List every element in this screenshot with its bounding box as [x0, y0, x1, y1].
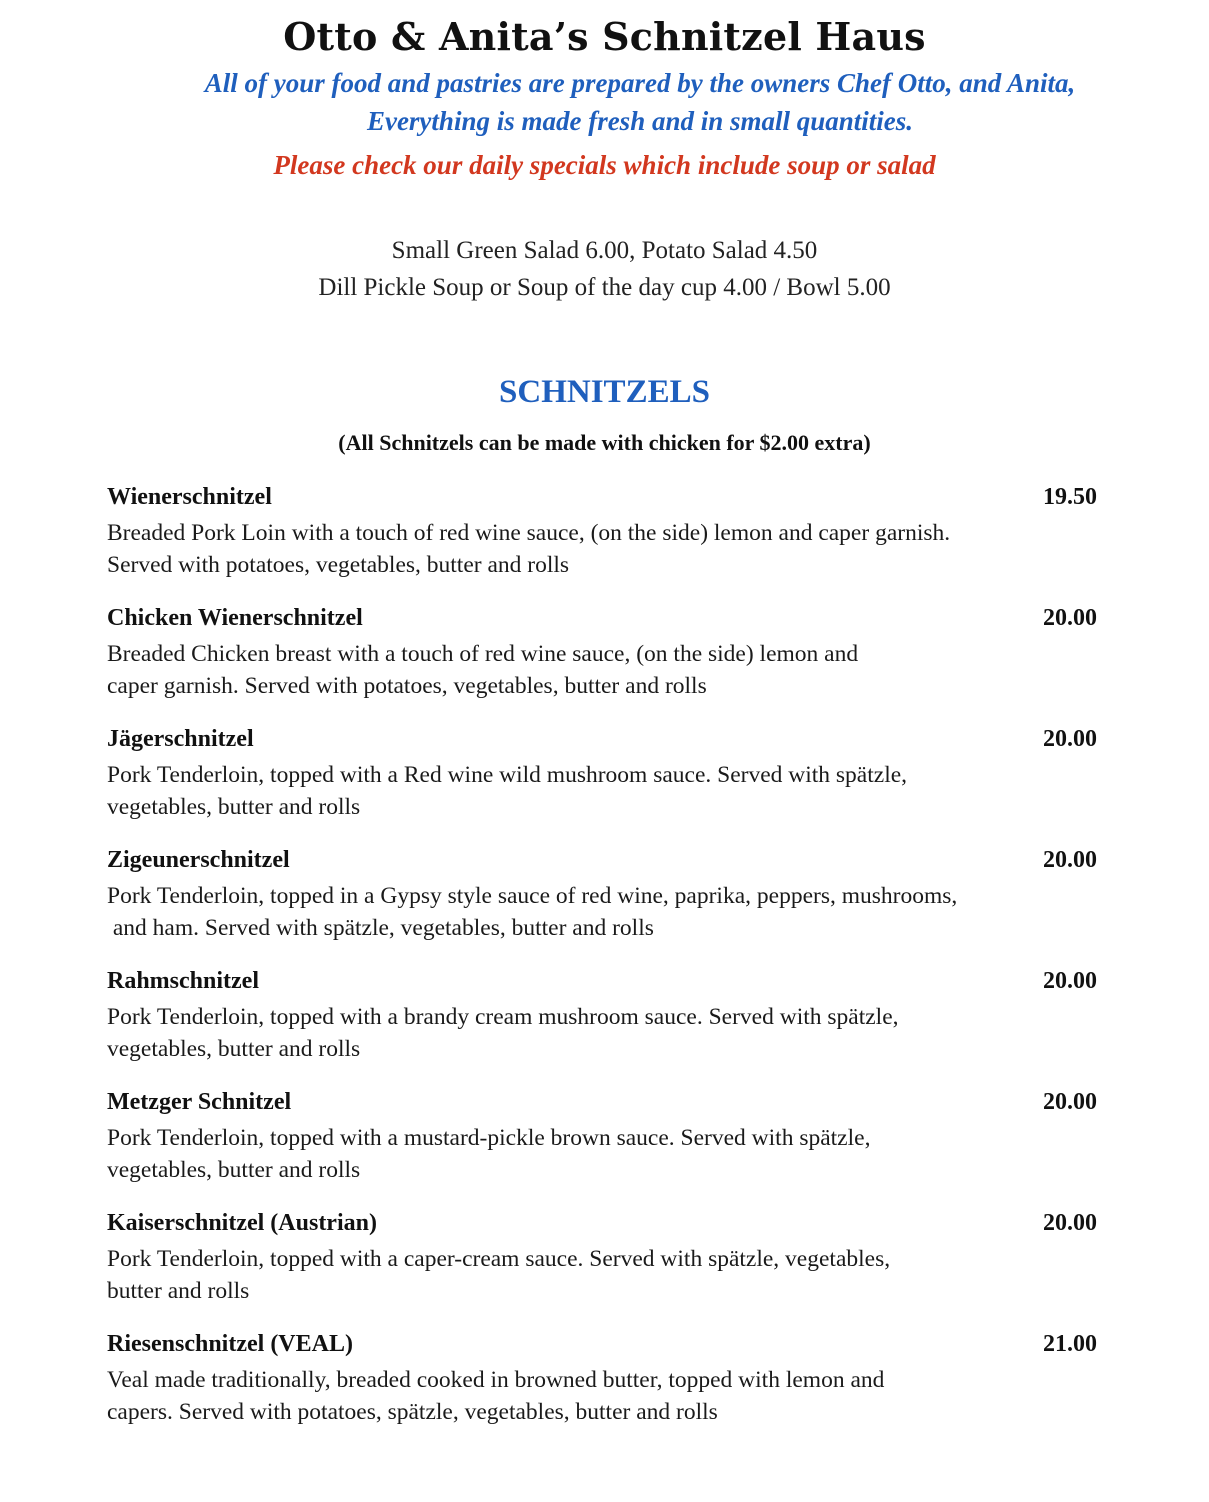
- item-description-line: caper garnish. Served with potatoes, vegetables, butter and rolls: [107, 673, 707, 699]
- specials-note: Please check our daily specials which include soup or salad: [273, 150, 936, 180]
- section-title: SCHNITZELS: [499, 374, 710, 410]
- item-description: [107, 1122, 1072, 1186]
- item-description-line: Pork Tenderloin, topped with a mustard-pickle brown sauce. Served with spätzle,: [107, 1125, 871, 1151]
- item-description-line: Served with potatoes, vegetables, butter and rolls: [107, 552, 570, 578]
- intro-line-1: All of your food and pastries are prepared by the owners Chef Otto, and Anita,: [204, 68, 1076, 98]
- item-description-line: and ham. Served with spätzle, vegetables, butter and rolls: [107, 915, 654, 941]
- item-description: [107, 759, 1072, 823]
- item-description-line: vegetables, butter and rolls: [107, 1157, 361, 1183]
- salad-prices: Small Green Salad 6.00, Potato Salad 4.50: [391, 237, 818, 264]
- item-description-line: butter and rolls: [107, 1278, 250, 1304]
- intro-line-2: Everything is made fresh and in small quantities.: [366, 106, 914, 136]
- item-description-line: Veal made traditionally, breaded cooked in browned butter, topped with lemon and: [107, 1367, 885, 1393]
- item-description-line: Breaded Chicken breast with a touch of red wine sauce, (on the side) lemon and: [107, 641, 859, 667]
- item-price: 20.00: [1043, 726, 1097, 752]
- item-description: [107, 1243, 1072, 1307]
- item-price: 20.00: [1043, 1210, 1097, 1236]
- item-name: Kaiserschnitzel (Austrian): [107, 1210, 377, 1236]
- menu-item: [107, 726, 1097, 847]
- item-name: Rahmschnitzel: [107, 968, 259, 994]
- item-description-line: capers. Served with potatoes, spätzle, vegetables, butter and rolls: [107, 1399, 718, 1425]
- item-description: [107, 517, 1072, 581]
- menu-item: [107, 1089, 1097, 1210]
- item-description: [107, 638, 1072, 702]
- item-price: 21.00: [1043, 1331, 1097, 1357]
- menu-item: [107, 847, 1097, 968]
- menu-item: [107, 1210, 1097, 1331]
- item-name: Jägerschnitzel: [107, 726, 254, 752]
- item-description: [107, 1364, 1072, 1428]
- item-name: Riesenschnitzel (VEAL): [107, 1331, 353, 1357]
- menu-items: [107, 484, 1097, 1452]
- item-description-line: Pork Tenderloin, topped with a caper-cream sauce. Served with spätzle, vegetables,: [107, 1246, 891, 1272]
- item-description-line: Pork Tenderloin, topped in a Gypsy style sauce of red wine, paprika, peppers, mushrooms,: [107, 883, 958, 909]
- item-description-line: Breaded Pork Loin with a touch of red wine sauce, (on the side) lemon and caper garnish.: [107, 520, 951, 546]
- menu-item: [107, 605, 1097, 726]
- restaurant-title: Otto & Anita’s Schnitzel Haus: [283, 14, 926, 59]
- item-name: Metzger Schnitzel: [107, 1089, 292, 1115]
- item-description-line: vegetables, butter and rolls: [107, 794, 361, 820]
- item-price: 20.00: [1043, 847, 1097, 873]
- item-description: [107, 1001, 1072, 1065]
- item-price: 20.00: [1043, 1089, 1097, 1115]
- soup-prices: Dill Pickle Soup or Soup of the day cup 4.00 / Bowl 5.00: [318, 274, 891, 301]
- section-note: (All Schnitzels can be made with chicken for $2.00 extra): [338, 430, 871, 455]
- menu-item: [107, 1331, 1097, 1452]
- item-description: [107, 880, 1072, 944]
- menu-item: [107, 968, 1097, 1089]
- item-name: Wienerschnitzel: [107, 484, 272, 510]
- intro-text: [100, 64, 1180, 140]
- item-name: Zigeunerschnitzel: [107, 847, 290, 873]
- item-description-line: vegetables, butter and rolls: [107, 1036, 361, 1062]
- item-name: Chicken Wienerschnitzel: [107, 605, 363, 631]
- item-description-line: Pork Tenderloin, topped with a brandy cream mushroom sauce. Served with spätzle,: [107, 1004, 899, 1030]
- sides-prices: [0, 232, 1209, 306]
- item-price: 20.00: [1043, 968, 1097, 994]
- item-price: 19.50: [1043, 484, 1097, 510]
- menu-item: [107, 484, 1097, 605]
- item-price: 20.00: [1043, 605, 1097, 631]
- item-description-line: Pork Tenderloin, topped with a Red wine wild mushroom sauce. Served with spätzle,: [107, 762, 908, 788]
